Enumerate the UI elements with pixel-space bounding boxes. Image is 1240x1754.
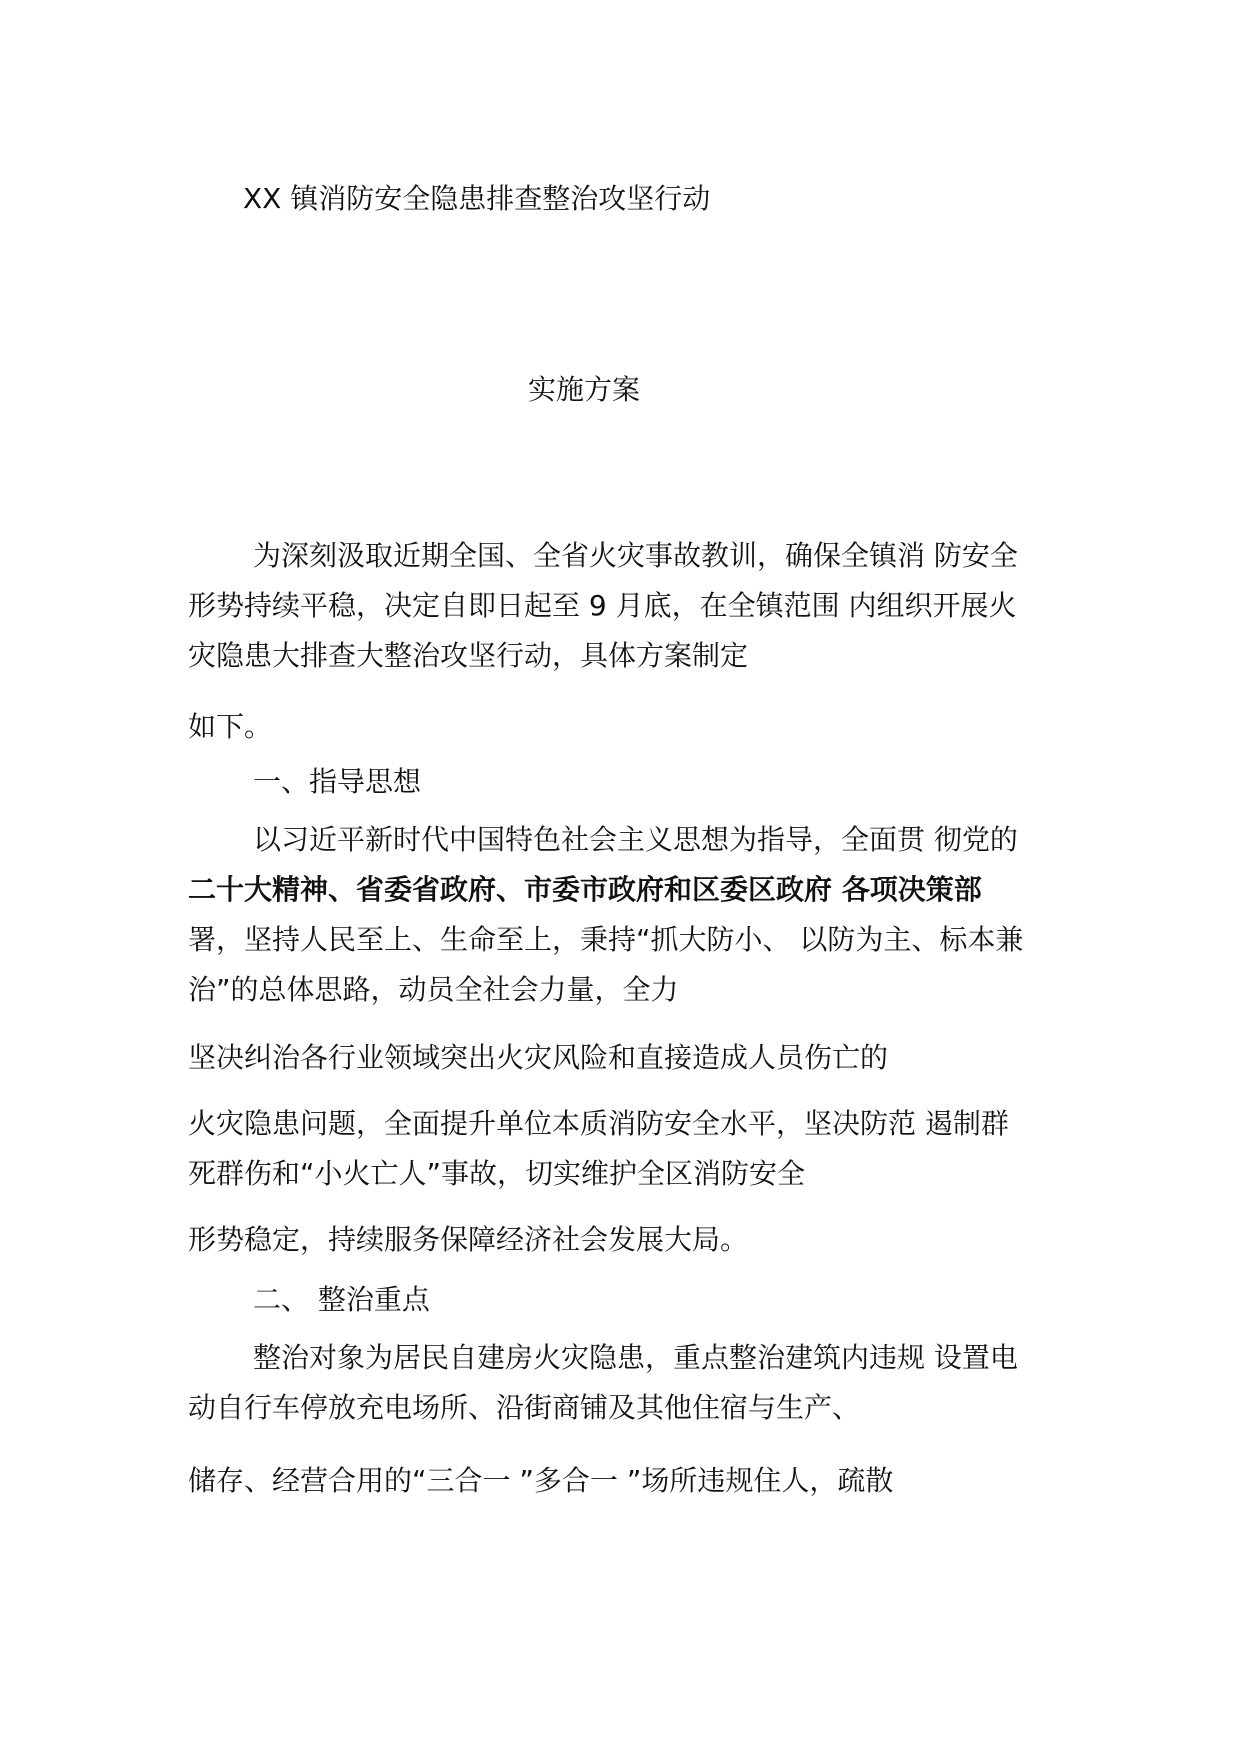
paragraph-2-line-7: 死群伤和“小火亡人”事故，切实维护全区消防安全 <box>188 1157 806 1190</box>
paragraph-3-line-3: 储存、经营合用的“三合一 ”多合一 ”场所违规住人，疏散 <box>188 1464 894 1497</box>
paragraph-2-line-6: 火灾隐患问题，全面提升单位本质消防安全水平，坚决防范 遏制群 <box>188 1107 1009 1140</box>
paragraph-1-line-1: 为深刻汲取近期全国、全省火灾事故教训，确保全镇消 防安全 <box>253 539 1018 572</box>
document-title-line-1: XX 镇消防安全隐患排查整治攻坚行动 <box>243 182 711 215</box>
paragraph-3-line-1: 整治对象为居民自建房火灾隐患，重点整治建筑内违规 设置电 <box>253 1341 1018 1374</box>
paragraph-2-line-1: 以习近平新时代中国特色社会主义思想为指导，全面贯 彻党的 <box>253 823 1018 856</box>
paragraph-1-line-3: 灾隐患大排查大整治攻坚行动，具体方案制定 <box>188 639 749 672</box>
paragraph-1-line-2: 形势持续平稳，决定自即日起至 9 月底，在全镇范围 内组织开展火 <box>188 589 1017 622</box>
paragraph-2-line-4: 治”的总体思路，动员全社会力量，全力 <box>188 973 679 1006</box>
section-heading-2: 二、 整治重点 <box>253 1283 430 1316</box>
section-heading-1: 一、指导思想 <box>253 765 422 798</box>
paragraph-2-line-3: 署，坚持人民至上、生命至上，秉持“抓大防小、 以防为主、标本兼 <box>188 923 1024 956</box>
paragraph-2-line-5: 坚决纠治各行业领域突出火灾风险和直接造成人员伤亡的 <box>188 1041 889 1074</box>
paragraph-1-line-4: 如下。 <box>188 710 273 743</box>
paragraph-2-line-8: 形势稳定，持续服务保障经济社会发展大局。 <box>188 1223 749 1256</box>
document-title-line-2: 实施方案 <box>528 373 641 406</box>
paragraph-2-line-2: 二十大精神、省委省政府、市委市政府和区委区政府 各项决策部 <box>188 873 982 906</box>
paragraph-3-line-2: 动自行车停放充电场所、沿街商铺及其他住宿与生产、 <box>188 1391 861 1424</box>
